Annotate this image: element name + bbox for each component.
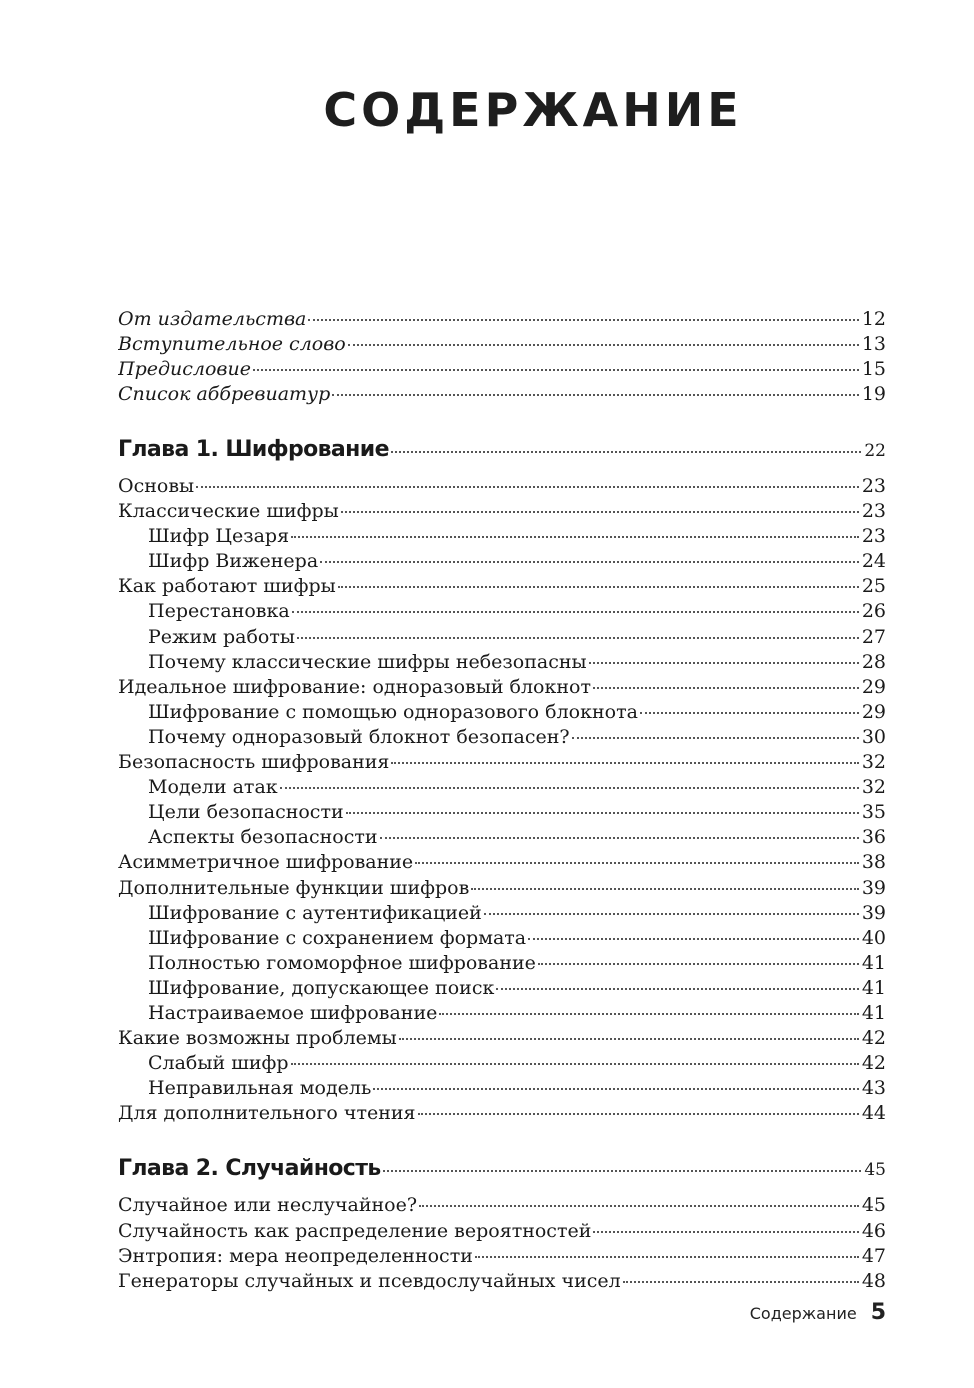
toc-entry-label: Шифр Виженера [148,550,319,573]
toc-section[interactable] [118,575,886,600]
toc-entry-page: 39 [861,876,886,899]
toc-entry-label: От издательства [118,308,307,330]
toc-entry-page: 45 [861,1194,886,1217]
leader-dots [419,1205,859,1207]
toc-section[interactable] [118,1194,886,1219]
leader-dots [593,687,859,689]
leader-dots [484,913,859,915]
leader-dots [528,938,859,940]
toc-entry-label: Настраиваемое шифрование [148,1001,438,1024]
toc-entry-page: 35 [861,801,886,824]
leader-dots [538,963,859,965]
toc-entry-label: Почему одноразовый блокнот безопасен? [148,725,570,748]
toc-entry-page: 12 [861,308,886,330]
toc-entry-label: Шифрование с аутентификацией [148,901,482,924]
leader-dots [291,536,859,538]
toc-entry-page: 23 [861,500,886,523]
toc-entry-page: 32 [861,776,886,799]
leader-dots [341,511,859,513]
toc-subsection[interactable] [118,525,886,550]
toc-entry-label: Для дополнительного чтения [118,1102,416,1125]
toc-section[interactable] [118,877,886,902]
leader-dots [496,988,858,990]
toc-entry-label: Аспекты безопасности [148,826,378,849]
page-number: 5 [870,1300,886,1325]
toc-entry-front[interactable] [118,308,886,333]
leader-dots [332,394,859,396]
toc-entry-page: 29 [861,700,886,723]
chapter-title: Глава 2. Случайность [118,1156,381,1182]
toc-section[interactable] [118,851,886,876]
toc-subsection[interactable] [118,801,886,826]
toc-entry-page: 42 [861,1052,886,1075]
leader-dots [348,344,859,346]
leader-dots [292,611,859,613]
chapter-1-entries [118,475,886,1127]
toc-section[interactable] [118,1102,886,1127]
leader-dots [439,1013,858,1015]
leader-dots [623,1281,859,1283]
leader-dots [475,1256,859,1258]
toc-entry-label: Почему классические шифры небезопасны [148,650,587,673]
toc-section[interactable] [118,676,886,701]
leader-dots [280,787,859,789]
toc-entry-label: Полностью гомоморфное шифрование [148,951,536,974]
toc-entry-label: Перестановка [148,600,290,623]
toc-entry-page: 39 [861,901,886,924]
leader-dots [380,837,859,839]
leader-dots [253,369,859,371]
toc-entry-label: Шифрование, допускающее поиск [148,976,495,999]
leader-dots [338,586,859,588]
toc-subsection[interactable] [118,701,886,726]
toc-chapter-2[interactable] [118,1156,886,1190]
toc-entry-front[interactable] [118,333,886,358]
toc-subsection[interactable] [118,1052,886,1077]
toc-entry-label: Неправильная модель [148,1077,372,1100]
toc-entry-label: Дополнительные функции шифров [118,876,470,899]
toc-entry-label: Шифр Цезаря [148,525,290,548]
toc-subsection[interactable] [118,902,886,927]
toc-subsection[interactable] [118,776,886,801]
leader-dots [572,737,859,739]
toc-entry-label: Режим работы [148,625,295,648]
toc-section[interactable] [118,500,886,525]
toc-entry-label: Шифрование с помощью одноразового блокнота [148,700,638,723]
toc-entry-page: 43 [861,1077,886,1100]
toc-entry-page: 48 [861,1269,886,1292]
toc-entry-label: Слабый шифр [148,1052,289,1075]
leader-dots [593,1231,858,1233]
leader-dots [391,762,858,764]
page-footer [750,1300,886,1325]
chapter-page: 45 [864,1160,886,1181]
toc-entry-page: 15 [861,358,886,380]
toc-entry-label: Список аббревиатур [118,383,331,405]
toc-entry-page: 41 [861,951,886,974]
toc-entry-page: 25 [861,575,886,598]
leader-dots [418,1113,859,1115]
toc-entry-label: Случайное или неслучайное? [118,1194,418,1217]
toc-entry-label: Асимметричное шифрование [118,851,414,874]
toc-entry-label: Энтропия: мера неопределенности [118,1244,473,1267]
toc-section[interactable] [118,751,886,776]
toc-entry-label: Генераторы случайных и псевдослучайных чисел [118,1269,621,1292]
toc-subsection[interactable] [118,1077,886,1102]
page-title: СОДЕРЖАНИЕ [323,83,743,137]
chapter-title: Глава 1. Шифрование [118,437,389,462]
toc-subsection[interactable] [118,977,886,1002]
leader-dots [291,1063,859,1065]
toc-section[interactable] [118,1220,886,1245]
leader-dots [589,662,859,664]
toc-entry-label: Идеальное шифрование: одноразовый блокнот [118,675,591,698]
toc-entry-label: Случайность как распределение вероятностей [118,1219,592,1242]
toc-chapter-1[interactable] [118,437,886,471]
toc-entry-page: 29 [861,675,886,698]
toc-entry-page: 41 [861,976,886,999]
toc-entry-label: Какие возможны проблемы [118,1027,397,1050]
leader-dots [196,486,859,488]
leader-dots [373,1088,858,1090]
toc-entry-page: 30 [861,725,886,748]
toc-entry-page: 28 [861,650,886,673]
toc-entry-label: Классические шифры [118,500,339,523]
toc-entry-front[interactable] [118,358,886,383]
toc-entry-page: 38 [861,851,886,874]
toc-section[interactable] [118,1245,886,1270]
toc-entry-page: 32 [861,751,886,774]
toc-entry-label: Как работают шифры [118,575,336,598]
toc-entry-page: 44 [861,1102,886,1125]
toc-subsection[interactable] [118,626,886,651]
toc-entry-front[interactable] [118,383,886,408]
toc-entry-label: Предисловие [118,358,251,380]
toc-entry-label: Безопасность шифрования [118,751,390,774]
toc-entry-page: 47 [861,1244,886,1267]
toc-entry-page: 27 [861,625,886,648]
toc-subsection[interactable] [118,927,886,952]
toc-entry-page: 36 [861,826,886,849]
toc-entry-label: Цели безопасности [148,801,344,824]
leader-dots [383,1170,862,1172]
leader-dots [308,319,858,321]
toc-section[interactable] [118,1027,886,1052]
leader-dots [297,637,859,639]
toc-entry-page: 23 [861,525,886,548]
toc-entry-page: 41 [861,1001,886,1024]
chapter-2-entries [118,1194,886,1294]
leader-dots [471,888,859,890]
toc-entry-page: 24 [861,550,886,573]
leader-dots [391,451,861,453]
toc-subsection[interactable] [118,726,886,751]
toc-entry-page: 19 [861,383,886,405]
leader-dots [346,812,859,814]
toc-subsection[interactable] [118,952,886,977]
toc-entry-label: Вступительное слово [118,333,346,355]
toc-entry-page: 46 [861,1219,886,1242]
toc-entry-label: Основы [118,475,195,497]
leader-dots [399,1038,859,1040]
toc-entry-page: 42 [861,1027,886,1050]
leader-dots [415,862,859,864]
leader-dots [320,561,859,563]
toc-subsection[interactable] [118,550,886,575]
toc-subsection[interactable] [118,1002,886,1027]
toc-entry-page: 23 [861,475,886,497]
toc-entry-page: 13 [861,333,886,355]
toc-subsection[interactable] [118,826,886,851]
running-title: Содержание [749,1304,857,1323]
table-of-contents [118,308,886,1295]
toc-entry-label: Модели атак [148,776,278,799]
toc-entry-page: 40 [861,926,886,949]
toc-subsection[interactable] [118,651,886,676]
chapter-page: 22 [864,441,886,461]
toc-entry-label: Шифрование с сохранением формата [148,926,527,949]
leader-dots [640,712,859,714]
toc-section[interactable] [118,475,886,500]
toc-section[interactable] [118,1270,886,1295]
toc-subsection[interactable] [118,600,886,625]
toc-entry-page: 26 [861,600,886,623]
